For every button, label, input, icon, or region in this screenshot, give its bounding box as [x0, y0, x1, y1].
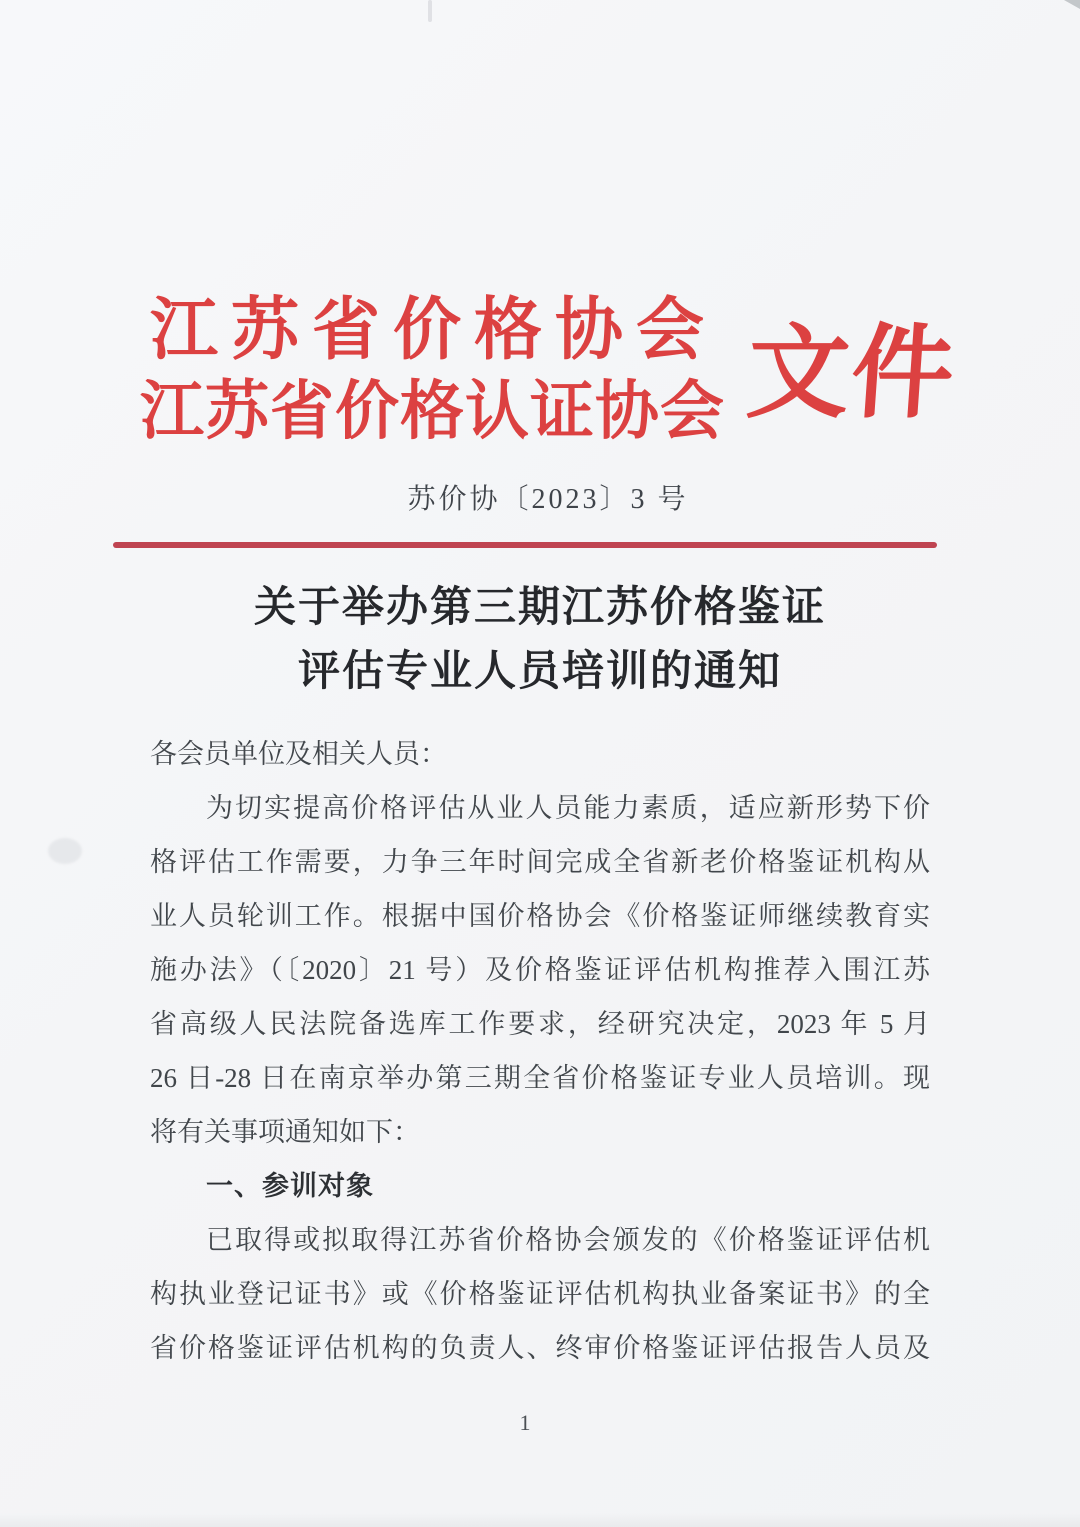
document-title	[0, 576, 1080, 704]
body-line: 构执业登记证书》或《价格鉴证评估机构执业备案证书》的全	[150, 1279, 930, 1309]
body-line: 26 日-28 日在南京举办第三期全省价格鉴证专业人员培训。现	[150, 1063, 930, 1093]
scan-artifact-smudge	[48, 838, 82, 864]
title-line1: 关于举办第三期江苏价格鉴证	[253, 585, 826, 631]
body-line: 已取得或拟取得江苏省价格协会颁发的《价格鉴证评估机	[206, 1225, 930, 1255]
page-number: 1	[519, 1410, 531, 1435]
body-line: 省高级人民法院备选库工作要求，经研究决定，2023 年 5 月	[150, 1009, 930, 1039]
org-name-line2: 江苏省价格认证协会	[140, 376, 725, 447]
body-line: 将有关事项通知如下：	[150, 1117, 420, 1147]
section-heading: 一、参训对象	[206, 1171, 374, 1201]
title-line2: 评估专业人员培训的通知	[297, 649, 782, 695]
scan-artifact-crease	[428, 0, 432, 22]
body-line: 为切实提高价格评估从业人员能力素质，适应新形势下价	[206, 793, 930, 823]
scan-artifact-corner	[1064, 0, 1080, 9]
body-line: 省价格鉴证评估机构的负责人、终审价格鉴证评估报告人员及	[150, 1333, 930, 1363]
doc-number: 苏价协〔2023〕3 号	[407, 484, 689, 515]
doc-type-label: 文件	[743, 318, 960, 431]
org-name-line1: 江苏省价格协会	[150, 292, 718, 368]
salutation: 各会员单位及相关人员：	[150, 739, 447, 769]
scan-artifact-bottom-shadow	[0, 1513, 1080, 1527]
red-divider-rule	[113, 542, 937, 548]
body-line: 施办法》（〔2020〕21 号）及价格鉴证评估机构推荐入围江苏	[150, 955, 930, 985]
body-line: 格评估工作需要，力争三年时间完成全省新老价格鉴证机构从	[150, 847, 930, 877]
body-line: 业人员轮训工作。根据中国价格协会《价格鉴证师继续教育实	[150, 901, 930, 931]
document-body	[150, 727, 930, 1375]
